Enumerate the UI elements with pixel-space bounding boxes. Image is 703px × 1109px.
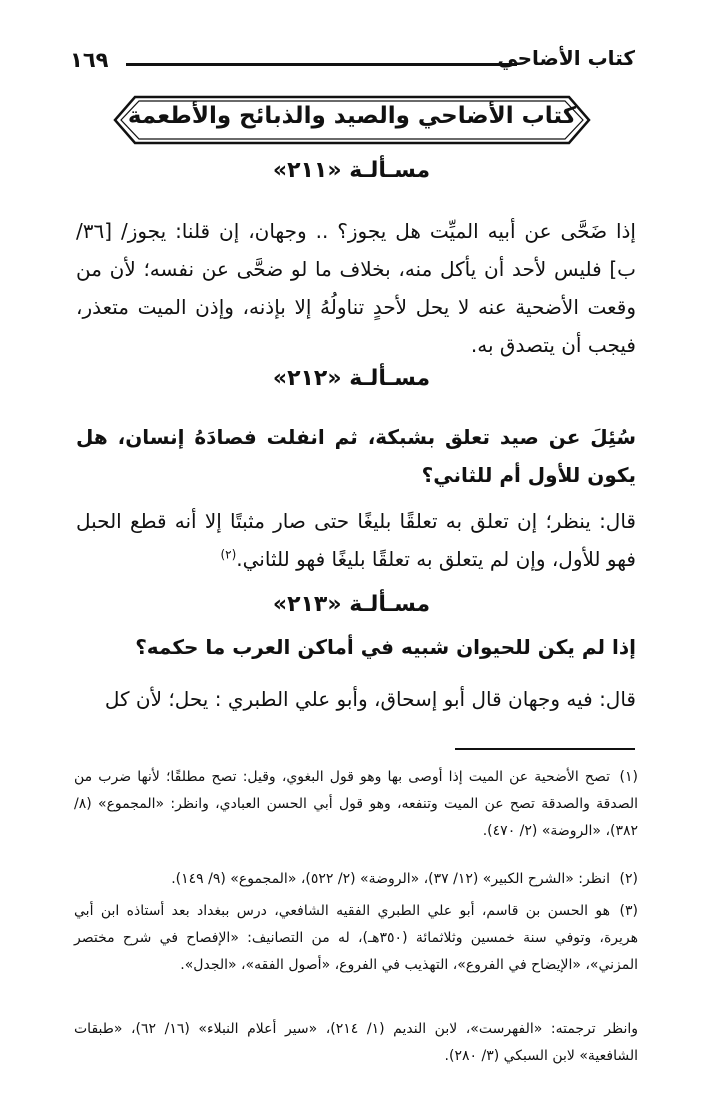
book-title: كتاب الأضاحي والصيد والذبائح والأطعمة	[127, 103, 577, 129]
issue-heading: مسـألـة «٢١٣»	[272, 592, 431, 617]
footnote-text: وانظر ترجمته: «الفهرست»، لابن النديم (١/ ٢١٤)، «سير أعلام النبلاء» (١٦/ ٦٢)، «طبقات الشافعية» لابن السبكي (٣/ ٢٨٠).	[74, 1021, 639, 1064]
footnote-text: تصح الأضحية عن الميت إذا أوصى بها وهو قول البغوي، وقيل: تصح مطلقًا؛ لأنها ضرب من الصدقة والصدقة تصح عن الميت وتنفعه، وهو قول أبي الحسن العبادي، وانظر: «المجموع» (٨/ ٣٨٢)، «الروضة» (٢/ ٤٧٠).	[74, 769, 638, 839]
footnote-continuation	[74, 1016, 638, 1070]
footnote	[74, 764, 638, 845]
issue-text	[76, 212, 636, 364]
book-title-cartouche	[113, 95, 591, 145]
header-rule	[126, 63, 517, 66]
footnote-separator	[455, 748, 635, 750]
issue-question: إذا لم يكن للحيوان شبيه في أماكن العرب ما حكمه؟	[135, 635, 636, 659]
footnote	[74, 898, 638, 979]
issue-212-answer: قال: ينظر؛ إن تعلق به تعلقًا بليغًا حتى صار مثبتًا إلا أنه قطع الحبل فهو للأول، وإن لم يتعلق به تعلقًا بليغًا فهو للثاني.	[76, 509, 636, 571]
issue-heading: مسـألـة «٢١٢»	[272, 366, 431, 391]
issue-question: سُئِلَ عن صيد تعلق بشبكة، ثم انفلت فصادَهُ إنسان، هل يكون للأول أم للثاني؟	[76, 425, 636, 487]
footnote-number: (٣)	[619, 903, 638, 919]
issue-heading: مسـألـة «٢١١»	[272, 158, 431, 183]
footnote-text: هو الحسن بن قاسم، أبو علي الطبري الفقيه الشافعي، درس ببغداد بعد أستاذه ابن أبي هريرة، وتوفي سنة خمسين وثلاثمائة (٣٥٠هـ)، له من التصانيف: «الإفصاح في شرح مختصر المزني»، «الإيضاح في الفروع»، التهذيب في الفروع، «أصول الفقه»، «الجدل».	[74, 903, 639, 973]
running-title: كتاب الأضاحي	[497, 46, 635, 70]
footnote	[74, 866, 638, 893]
issue-text	[76, 680, 636, 718]
page-number: ١٦٩	[70, 48, 109, 72]
footnote-text: انظر: «الشرح الكبير» (١٢/ ٣٧)، «الروضة» (٢/ ٥٢٢)، «المجموع» (٩/ ١٤٩).	[171, 871, 610, 887]
issue-213-answer: قال: فيه وجهان قال أبو إسحاق، وأبو علي الطبري : يحل؛ لأن كل	[104, 687, 636, 711]
issue-211-text: إذا ضَحَّى عن أبيه الميِّت هل يجوز؟ .. وجهان، إن قلنا: يجوز/ [٣٦/ ب] فليس لأحد أن يأكل منه، بخلاف ما لو ضحَّى عن نفسه؛ لأن من وقعت الأضحية عنه لا يحل لأحدٍ تناولُهُ إلا بإذنه، وإذن الميت متعذر، فيجب أن يتصدق به.	[76, 219, 636, 357]
issue-text	[76, 502, 636, 578]
running-header	[60, 46, 635, 80]
footnote-number: (١)	[619, 769, 638, 785]
footnote-number: (٢)	[619, 871, 638, 887]
footnote-marker: (٢)	[220, 547, 237, 562]
